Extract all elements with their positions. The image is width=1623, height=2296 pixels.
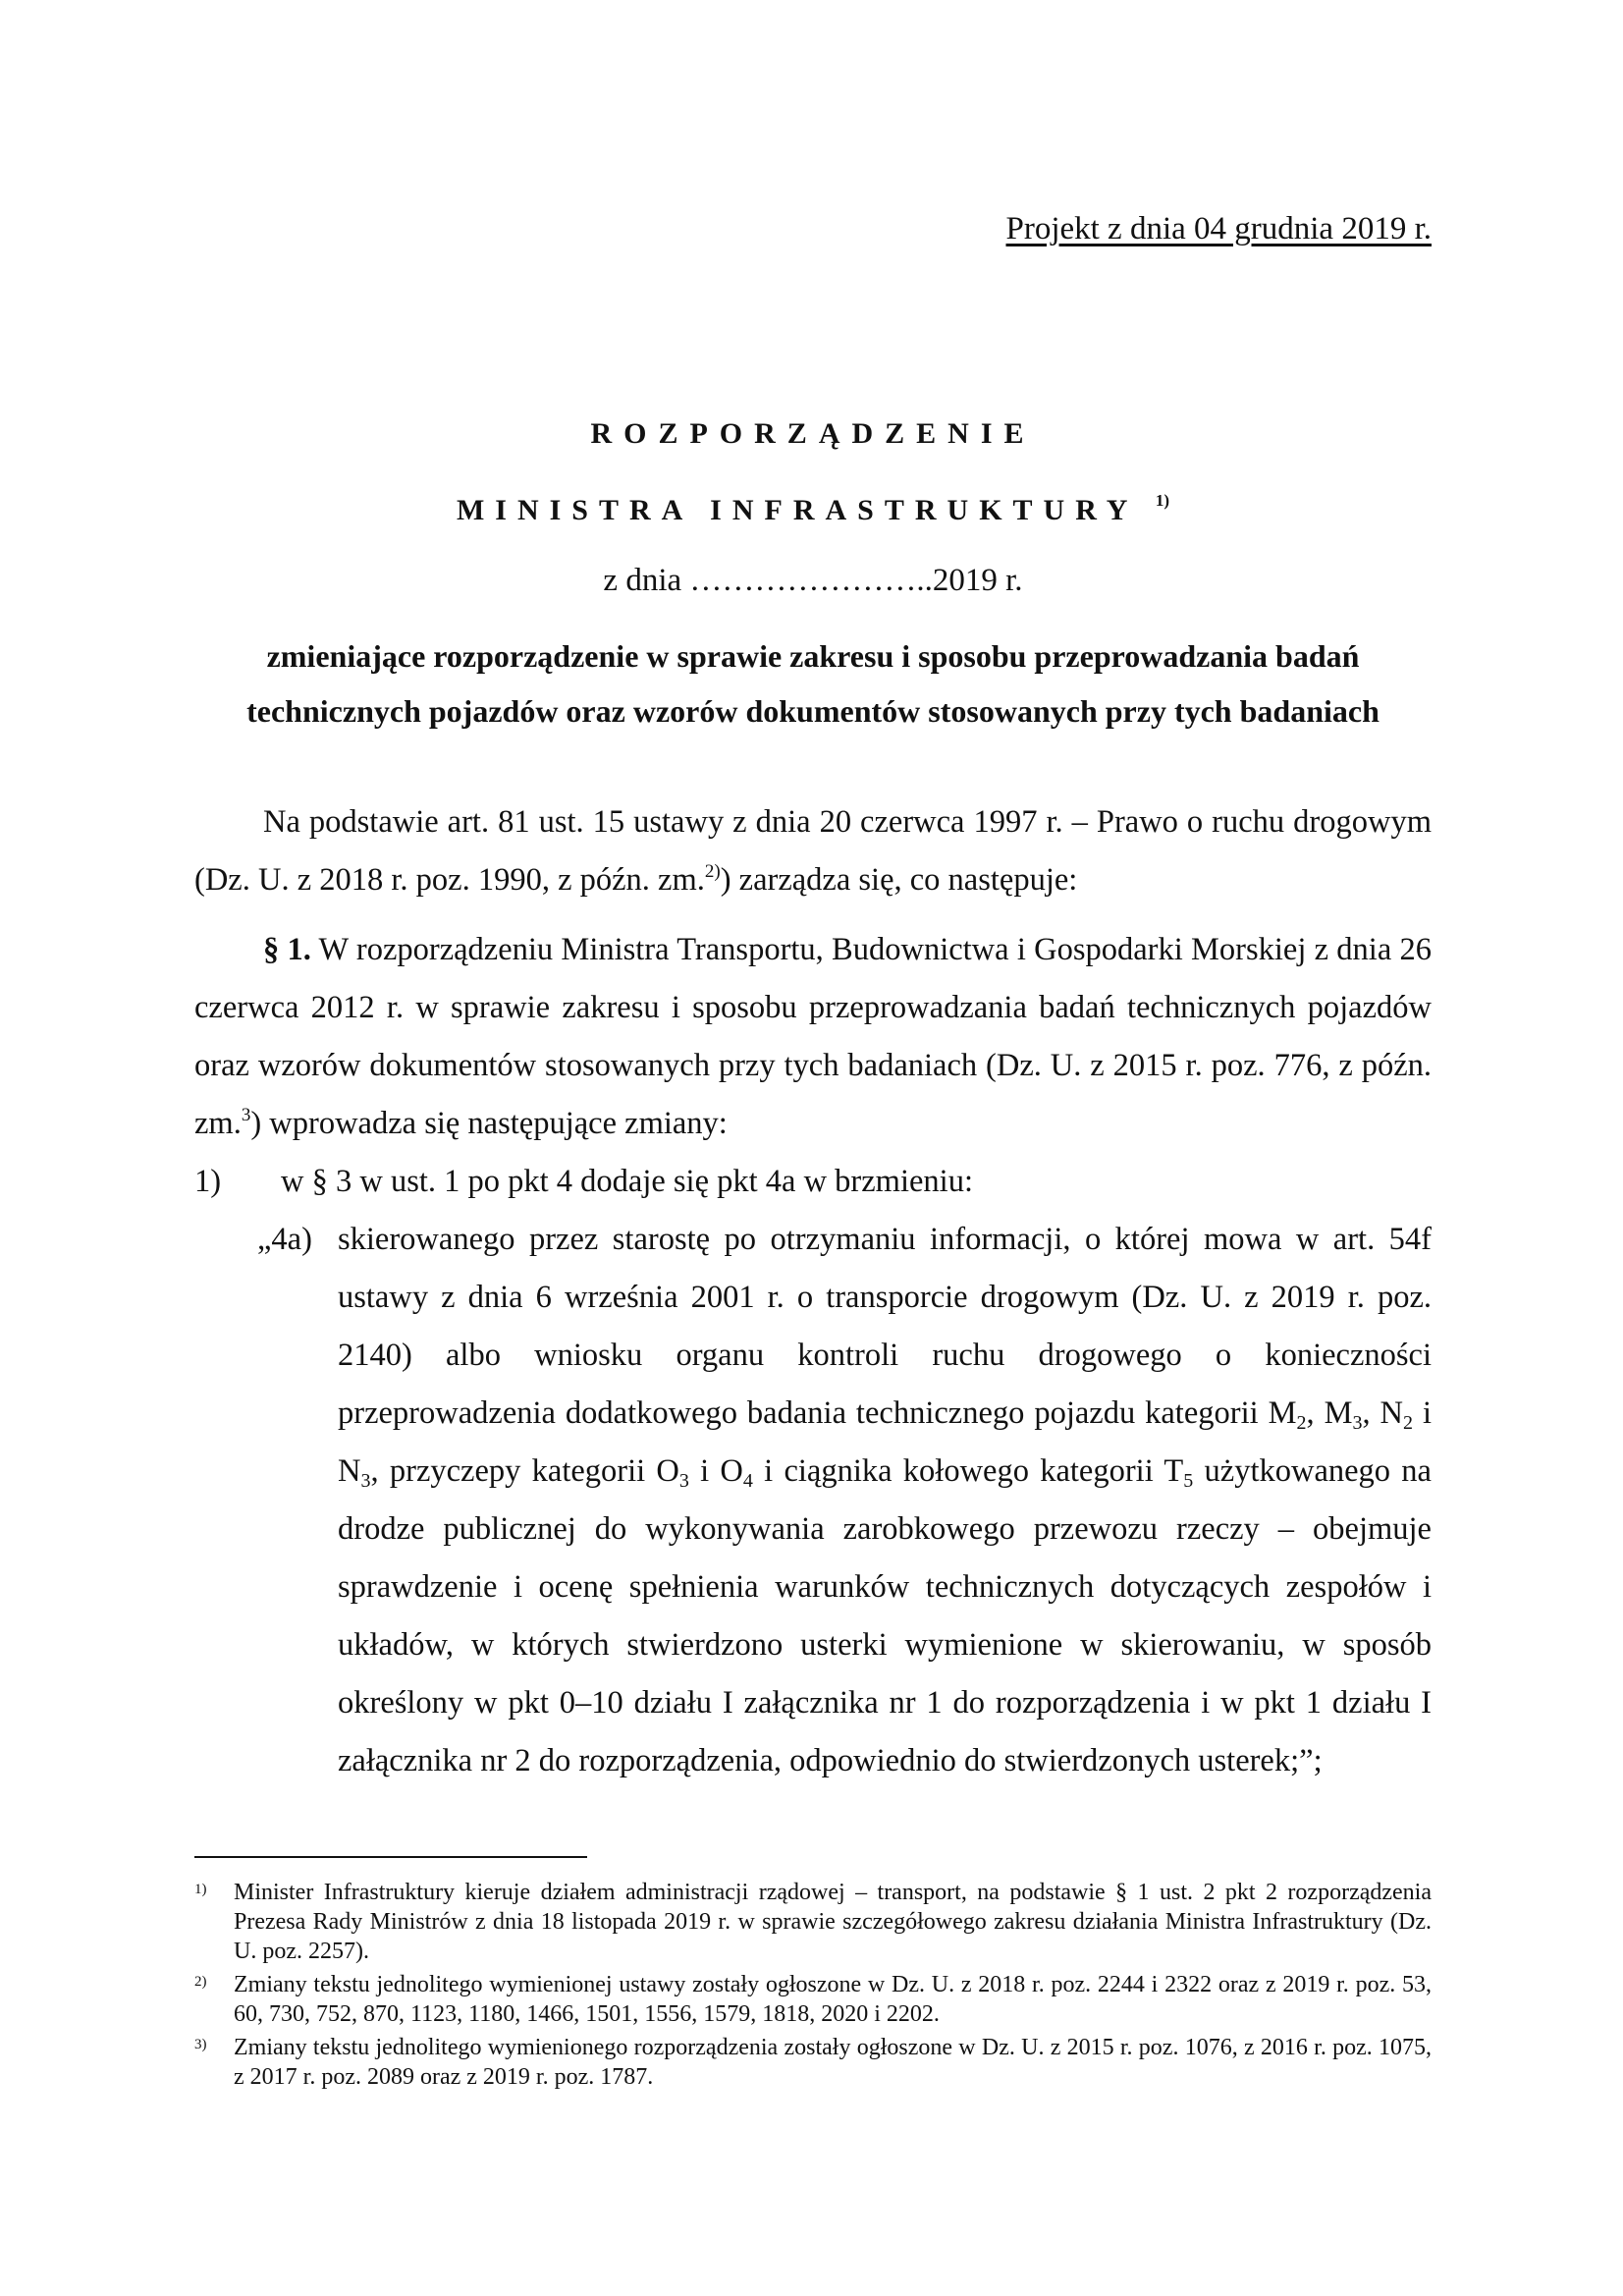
footnote-number: 3) [194, 2037, 207, 2052]
footnote-text: Zmiany tekstu jednolitego wymienionej ustawy zostały ogłoszone w Dz. U. z 2018 r. poz. 2244 i 2322 oraz z 2019 r. poz. 53, 60, 730, 752, 870, 1123, 1180, 1466, 1501, 1556, 1579, 1818, 2020 i 2202. [234, 1972, 1432, 2027]
footnote-ref-1: 1) [1155, 491, 1170, 510]
section-1-text: W rozporządzeniu Ministra Transportu, Budownictwa i Gospodarki Morskiej z dnia 26 czerwca 2012 r. w sprawie zakresu i sposobu przeprowadzania badań technicznych pojazdów oraz wzorów dokumentów stosowanych przy tych badaniach (Dz. U. z 2015 r. poz. 776, z późn. zm. [194, 932, 1432, 1141]
quoted-text: skierowanego przez starostę po otrzymaniu informacji, o której mowa w art. 54f ustawy z dnia 6 września 2001 r. o transporcie drogowym (Dz. U. z 2019 r. poz. 2140) albo wniosku organu kontroli ruchu drogowego o konieczności przeprowadzenia dodatkowego badania technicznego pojazdu kategorii $M_2$, $M_3$, $N_2$ i $N_3$, przyczepy kategorii $O_3$ i $O_4$ i ciągnika kołowego kategorii $T_5$ użytkowanego na drodze publicznej do wykonywania zarobkowego przewozu rzeczy – obejmuje sprawdzenie i ocenę spełnienia warunków technicznych dotyczących zespołów i układów, w których stwierdzono usterki wymienione w skierowaniu, w sposób określony w pkt 0–10 działu I załącznika nr 1 do rozporządzenia i w pkt 1 działu I załącznika nr 2 do rozporządzenia, odpowiednio do stwierdzonych usterek;”; [338, 1222, 1432, 1778]
document-body [194, 793, 1432, 1790]
document-page [194, 0, 1432, 2296]
footnote-1 [194, 1878, 1432, 1966]
subject-line-1: zmieniające rozporządzenie w sprawie zakresu i sposobu przeprowadzania badań [266, 638, 1360, 674]
preamble [194, 793, 1432, 909]
document-type-title: ROZPORZĄDZENIE [590, 417, 1036, 450]
footnote-number: 1) [194, 1882, 207, 1897]
footnote-ref-3: 3 [241, 1105, 251, 1125]
issuer-title [194, 491, 1432, 527]
quoted-provision-4a [194, 1211, 1432, 1790]
section-1 [194, 921, 1432, 1153]
issue-date: z dnia …………………..2019 r. [603, 563, 1023, 598]
footnote-text: Minister Infrastruktury kieruje działem administracji rządowej – transport, na podstawie § 1 ust. 2 pkt 2 rozporządzenia Prezesa Rady Ministrów z dnia 18 listopada 2019 r. w sprawie szczegółowego zakresu działania Ministra Infrastruktury (Dz. U. poz. 2257). [234, 1880, 1432, 1964]
footnotes [194, 1878, 1432, 2096]
preamble-text-end: ) zarządza się, co następuje: [720, 862, 1078, 898]
footnote-number: 2) [194, 1974, 207, 1990]
section-1-label: § 1. [263, 932, 311, 967]
subject-line-2: technicznych pojazdów oraz wzorów dokumentów stosowanych przy tych badaniach [246, 693, 1380, 729]
issuer-name: MINISTRA INFRASTRUKTURY [456, 494, 1138, 526]
footnote-divider [194, 1856, 587, 1858]
amendment-item-1 [194, 1153, 1432, 1211]
footnote-ref-2: 2) [704, 861, 721, 882]
footnote-3 [194, 2033, 1432, 2092]
item-text: w § 3 w ust. 1 po pkt 4 dodaje się pkt 4a w brzmieniu: [281, 1164, 973, 1199]
section-1-text-end: ) wprowadza się następujące zmiany: [250, 1106, 728, 1141]
quoted-number: „4a) [257, 1222, 312, 1257]
item-number: 1) [194, 1164, 222, 1199]
preamble-text: Na podstawie art. 81 ust. 15 ustawy z dnia 20 czerwca 1997 r. – Prawo o ruchu drogowym (Dz. U. z 2018 r. poz. 1990, z późn. zm. [194, 804, 1432, 898]
footnote-2 [194, 1970, 1432, 2029]
project-date: Projekt z dnia 04 grudnia 2019 r. [1005, 211, 1432, 246]
document-subject [194, 629, 1432, 738]
footnote-text: Zmiany tekstu jednolitego wymienionego rozporządzenia zostały ogłoszone w Dz. U. z 2015 r. poz. 1076, z 2016 r. poz. 1075, z 2017 r. poz. 2089 oraz z 2019 r. poz. 1787. [234, 2035, 1432, 2090]
